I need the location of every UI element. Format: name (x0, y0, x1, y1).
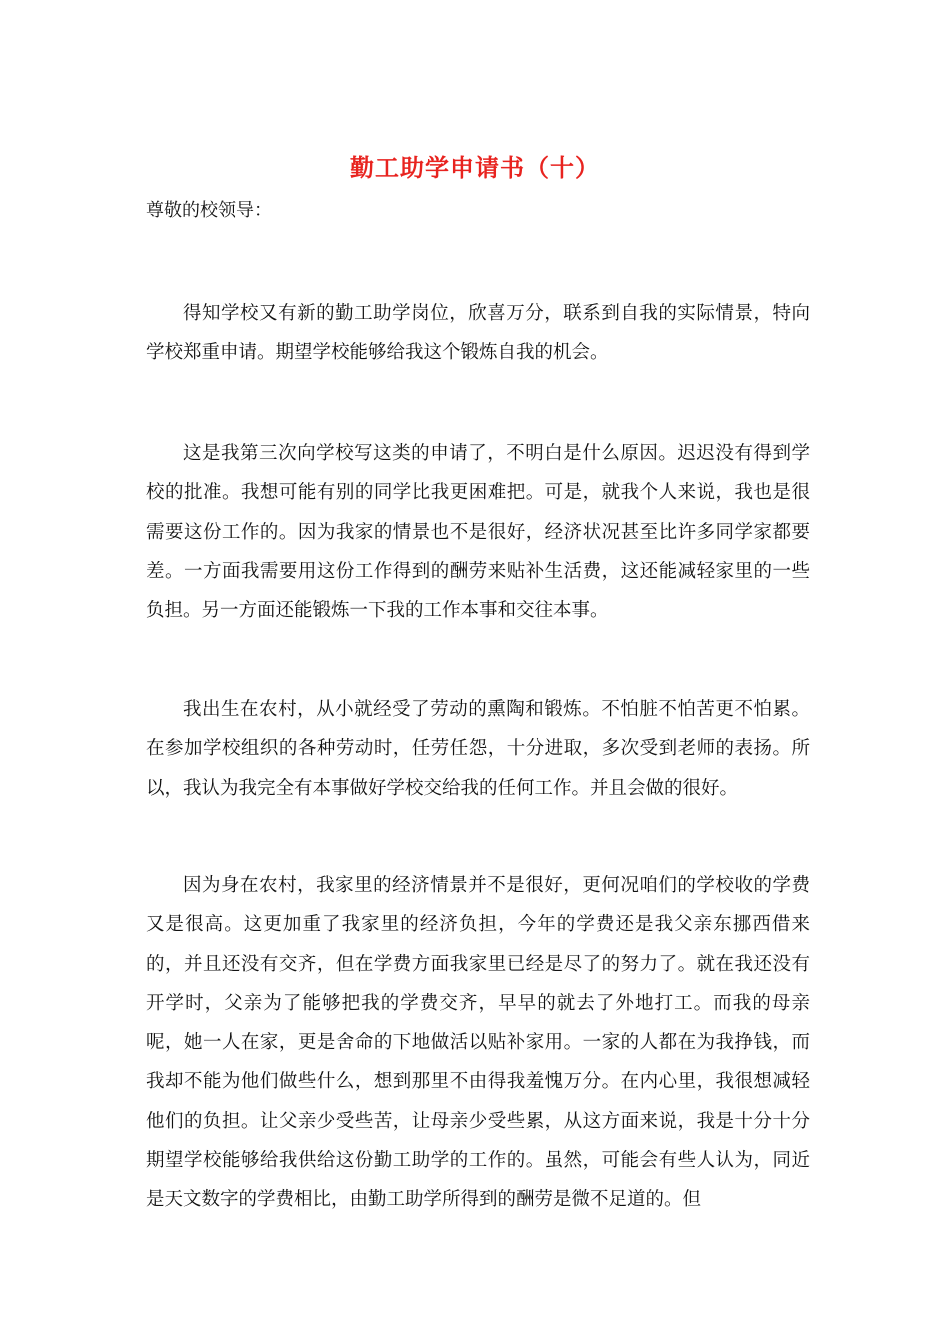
paragraph-3: 我出生在农村，从小就经受了劳动的熏陶和锻炼。不怕脏不怕苦更不怕累。在参加学校组织的各种劳动时，任劳任怨，十分进取，多次受到老师的表扬。所以，我认为我完全有本事做好学校交给我的任何工作。并且会做的很好。 (146, 699, 810, 799)
salutation: 尊敬的校领导： (146, 200, 272, 221)
paragraph-1: 得知学校又有新的勤工助学岗位，欣喜万分，联系到自我的实际情景，特向学校郑重申请。期望学校能够给我这个锻炼自我的机会。 (146, 303, 810, 364)
paragraph-4: 因为身在农村，我家里的经济情景并不是很好，更何况咱们的学校收的学费又是很高。这更加重了我家里的经济负担，今年的学费还是我父亲东挪西借来的，并且还没有交齐，但在学费方面我家里已经是尽了的努力了。就在我还没有开学时，父亲为了能够把我的学费交齐，早早的就去了外地打工。而我的母亲呢，她一人在家，更是舍命的下地做活以贴补家用。一家的人都在为我挣钱，而我却不能为他们做些什么，想到那里不由得我羞愧万分。在内心里，我很想减轻他们的负担。让父亲少受些苦，让母亲少受些累，从这方面来说，我是十分十分期望学校能够给我供给这份勤工助学的工作的。虽然，可能会有些人认为，同近是天文数字的学费相比，由勤工助学所得到的酬劳是微不足道的。但 (146, 875, 810, 1211)
paragraph-2: 这是我第三次向学校写这类的申请了，不明白是什么原因。迟迟没有得到学校的批准。我想可能有别的同学比我更困难把。可是，就我个人来说，我也是很需要这份工作的。因为我家的情景也不是很好，经济状况甚至比许多同学家都要差。一方面我需要用这份工作得到的酬劳来贴补生活费，这还能减轻家里的一些负担。另一方面还能锻炼一下我的工作本事和交往本事。 (146, 443, 810, 622)
document-title: 勤工助学申请书（十） (350, 153, 600, 182)
